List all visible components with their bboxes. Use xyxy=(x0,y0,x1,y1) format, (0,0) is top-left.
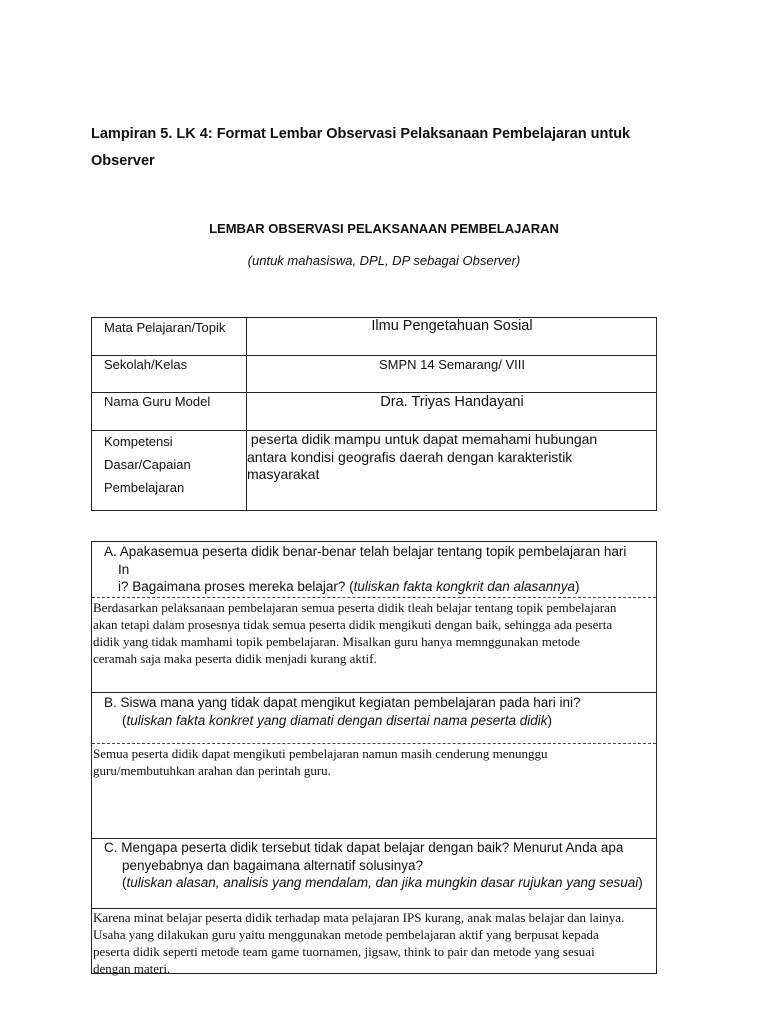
subject-value: Ilmu Pengetahuan Sosial xyxy=(371,318,533,334)
answer-line: dengan materi. xyxy=(93,961,171,976)
question-a xyxy=(104,543,626,596)
answer-c xyxy=(93,909,661,977)
competency-label-line: Dasar/Capaian xyxy=(104,457,191,472)
document-heading xyxy=(91,121,691,175)
competency-value-line: peserta didik mampu untuk dapat memahami hubungan xyxy=(247,431,598,447)
form-title: LEMBAR OBSERVASI PELAKSANAAN PEMBELAJARAN xyxy=(209,221,559,236)
question-c-line: C. Mengapa peserta didik tersebut tidak dapat belajar dengan baik? Menurut Anda apa xyxy=(104,840,624,855)
school-label: Sekolah/Kelas xyxy=(104,357,188,372)
competency-label-line: Kompetensi xyxy=(104,434,173,449)
section-divider xyxy=(92,692,656,693)
subject-label: Mata Pelajaran/Topik xyxy=(104,320,226,335)
answer-line: Karena minat belajar peserta didik terhadap mata pelajaran IPS kurang, anak malas belajar dan lainya. xyxy=(93,910,625,925)
heading-line-2: Observer xyxy=(91,153,155,169)
answer-line: peserta didik seperti metode team game tuornamen, jigsaw, think to pair dan metode yang sesuai xyxy=(93,944,595,959)
teacher-label: Nama Guru Model xyxy=(104,394,211,409)
answer-line: ceramah saja maka peserta didik menjadi kurang aktif. xyxy=(93,651,377,666)
heading-line-1: Lampiran 5. LK 4: Format Lembar Observasi Pelaksanaan Pembelajaran untuk xyxy=(91,126,631,142)
question-a-line: In xyxy=(118,561,130,577)
competency-label xyxy=(104,430,191,499)
question-a-line: i? Bagaimana proses mereka belajar? (tuliskan fakta kongkrit dan alasannya) xyxy=(118,579,580,594)
answer-a xyxy=(93,599,661,667)
observation-questions xyxy=(91,541,657,974)
question-c-line: (tuliskan alasan, analisis yang mendalam, dan jika mungkin dasar rujukan yang sesuai) xyxy=(122,875,643,890)
competency-label-line: Pembelajaran xyxy=(104,480,185,495)
question-c-line: penyebabnya dan bagaimana alternatif solusinya? xyxy=(122,857,423,873)
question-b xyxy=(104,694,581,729)
form-subtitle: (untuk mahasiswa, DPL, DP sebagai Observer) xyxy=(247,253,521,268)
info-table xyxy=(91,317,657,511)
competency-value-line: antara kondisi geografis daerah dengan karakteristik xyxy=(247,448,573,465)
question-b-line: B. Siswa mana yang tidak dapat mengikut kegiatan pembelajaran pada hari ini? xyxy=(104,695,581,710)
school-value: SMPN 14 Semarang/ VIII xyxy=(379,357,525,372)
answer-b xyxy=(93,745,661,779)
dashed-divider xyxy=(92,743,656,744)
answer-line: Berdasarkan pelaksanaan pembelajaran semua peserta didik tleah belajar tentang topik pembelajaran xyxy=(93,600,617,615)
competency-value-line: masyarakat xyxy=(247,466,320,482)
table-row-divider xyxy=(92,392,656,393)
answer-line: Usaha yang dilakukan guru yaitu menggunakan metode pembelajaran aktif yang berpusat kepada xyxy=(93,927,599,942)
dashed-divider xyxy=(92,597,656,598)
question-b-line: (tuliskan fakta konkret yang diamati dengan disertai nama peserta didik) xyxy=(122,712,552,728)
competency-value xyxy=(247,431,647,484)
question-c xyxy=(104,839,643,892)
teacher-value: Dra. Triyas Handayani xyxy=(380,394,524,410)
answer-line: didik yang tidak mamhami topik pembelajaran. Misalkan guru hanya memnggunakan metode xyxy=(93,634,581,649)
table-row-divider xyxy=(92,355,656,356)
answer-line: Semua peserta didik dapat mengikuti pembelajaran namun masih cenderung menunggu xyxy=(93,746,548,761)
answer-line: akan tetapi dalam prosesnya tidak semua peserta didik mengikuti dengan baik, sehingga ada peserta xyxy=(93,617,613,632)
answer-line: guru/membutuhkan arahan dan perintah guru. xyxy=(93,763,331,778)
question-a-line: A. Apakasemua peserta didik benar-benar telah belajar tentang topik pembelajaran hari xyxy=(104,544,627,559)
